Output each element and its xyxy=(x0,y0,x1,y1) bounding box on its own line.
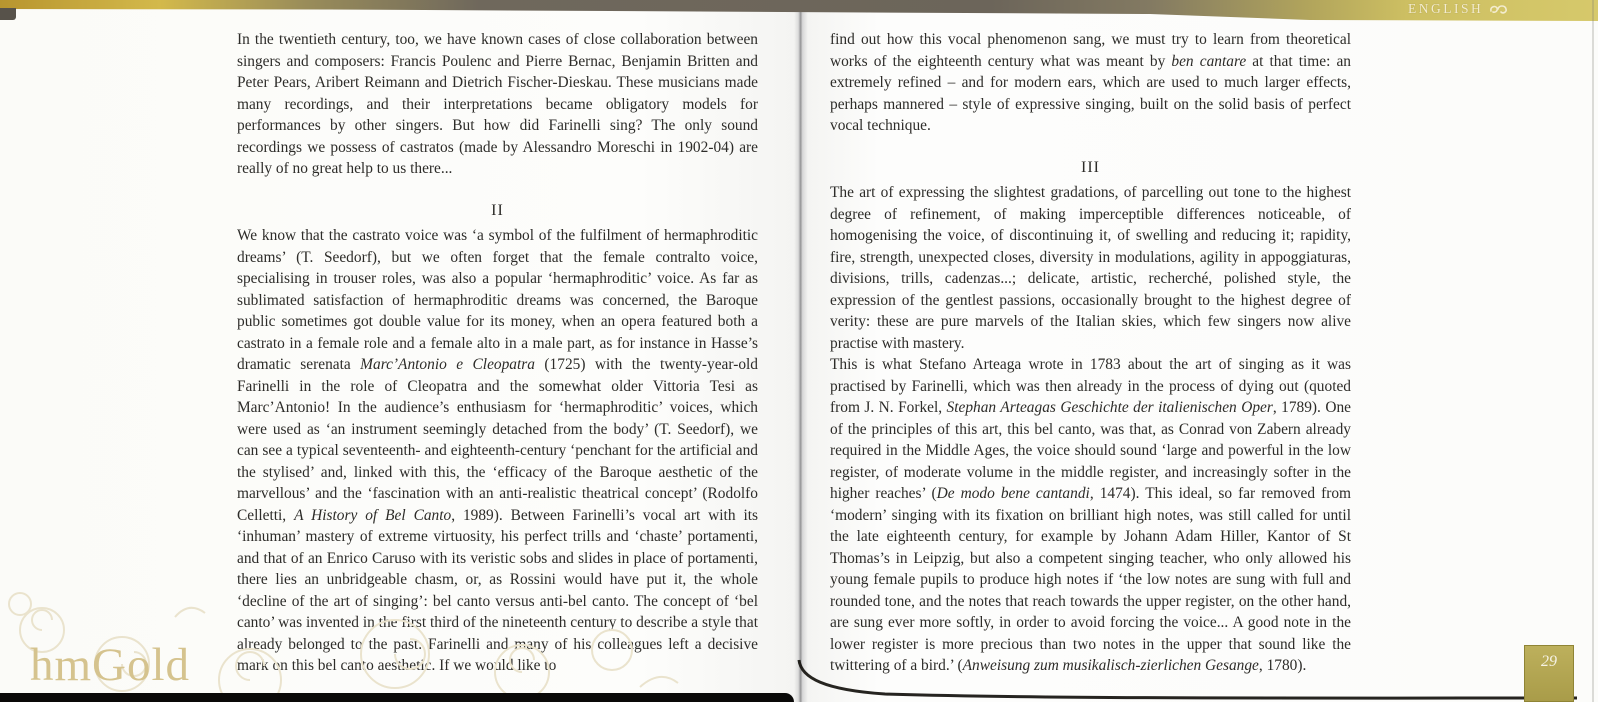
paragraph: find out how this vocal phenomenon sang, we must try to learn from theoretical works of the eighteenth century what was meant by ben cantare at that time: an extremely refined – and for modern ears, which are used to much larger effects, perhaps mannered – style of expressive singing, built on the solid basis of perfect vocal technique. xyxy=(830,31,1351,134)
gutter-shadow xyxy=(794,0,808,702)
right-edge-line xyxy=(1592,0,1594,702)
paragraph: This is what Stefano Arteaga wrote in 1783 about the art of singing as it was practised by Farinelli, which was then already in the process of dying out (quoted from J. N. Forkel, Stephan Arteagas Geschichte der italienischen Oper, 1789). One of the principles of this art, this bel canto, was that, as Conrad von Zabern already required in the Middle Ages, the voice should sound ‘large and powerful in the low register, of moderate volume in the middle register, and increasingly softer in the higher reaches’ (De modo bene cantandi, 1474). This ideal, so far removed from ‘modern’ singing with its fixation on brilliant high notes, was still called for until the late eighteenth century, for example by Johann Adam Hiller, Kantor of St Thomas’s in Leipzig, but also a competent singing teacher, who only allowed his young female pupils to produce high notes if ‘the low notes are sung with full and rounded tone, and the notes that reach towards the upper register, on the other hand, are sung ever more softly, in order to avoid forcing the voice... A good note in the lower register is more precious than two notes in the upper that sound like the twittering of a bird.’ (Anweisung zum musikalisch-zierlichen Gesange, 1780). xyxy=(830,356,1352,674)
page-number-tab xyxy=(1524,645,1574,702)
paragraph: In the twentieth century, too, we have known cases of close collaboration between singers and composers: Francis Poulenc and Pierre Bernac, Benjamin Britten and Peter Pears, Aribert Reimann and Dietrich Fischer-Dieskau. These musicians made many recordings, and their interpretations became obligatory models for performances by other singers. But how did Farinelli sing? The only sound recordings we possess of castratos (made by Alessandro Moreschi in 1902-04) are really of no great help to us there... xyxy=(237,31,758,177)
fleuron-ornament-icon xyxy=(1489,3,1509,16)
section-heading-ii: II xyxy=(491,201,504,219)
hmgold-logo: hmGold xyxy=(30,639,191,691)
paragraph: The art of expressing the slightest gradations, of parcelling out tone to the highest degree of refinement, of making imperceptible differences noticeable, of homogenising the voice, of discontinuing it, of swelling and reducing it; rapidity, fire, strength, unexpected closes, diversity in modulations, agility in appoggiaturas, divisions, trills, cadenzas...; delicate, artistic, recherché, polished style, the expression of the gentlest passions, occasionally brought to the highest degree of verity: these are pure marvels of the Italian skies, which few singers now alive practise with mastery. xyxy=(830,184,1351,352)
header-language-text: ENGLISH xyxy=(1408,1,1484,16)
paragraph: We know that the castrato voice was ‘a symbol of the fulfilment of hermaphroditic dreams’ (T. Seedorf), but we often forget that the female contralto voice, specialising in trouser roles, was also a popular ‘hermaphroditic’ voice. As far as sublimated satisfaction of hermaphroditic dreams was concerned, the Baroque public sometimes got double value for its money, when an opera featured both a castrato in a female role and a female alto in a male part, as for instance in Hasse’s dramatic serenata Marc’Antonio e Cleopatra (1725) with the twenty-year-old Farinelli in the role of Cleopatra and the somewhat older Vittoria Tesi as Marc’Antonio! In the audience’s enthusiasm for ‘hermaphroditic’ voices, which were used as ‘an instrument seemingly detached from the body’ (T. Seedorf), we can see a typical seventeenth- and eighteenth-century ‘penchant for the artificial and the stylised’ and, linked with this, the ‘efficacy of the Baroque aesthetic of the marvellous’ and the ‘fascination with an anti-realistic theatrical concept’ (Rodolfo Celletti, A History of Bel Canto, 1989). Between Farinelli’s vocal art with its ‘inhuman’ mastery of extreme virtuosity, his perfect trills and ‘chaste’ portamenti, and that of an Enrico Caruso with its veristic sobs and slides in place of portamenti, there lies an unbridgeable chasm, or, as Rossini would have put it, the whole ‘decline of the art of singing’: bel canto versus anti-bel canto. The concept of ‘bel canto’ was invented in the first third of the nineteenth century to describe a style that already belonged to the past. Farinelli and many of his colleagues left a decisive mark on this bel canto aesthetic. If we would like to xyxy=(237,227,758,674)
section-heading-iii: III xyxy=(1081,158,1100,176)
left-text-column xyxy=(237,29,758,677)
bottom-edge-bar xyxy=(0,693,794,702)
header-language-label xyxy=(1408,1,1509,17)
page-bottom-curve xyxy=(795,658,1590,702)
top-left-notch xyxy=(0,8,16,20)
page-number: 29 xyxy=(1541,653,1557,670)
right-text-column xyxy=(830,29,1351,677)
